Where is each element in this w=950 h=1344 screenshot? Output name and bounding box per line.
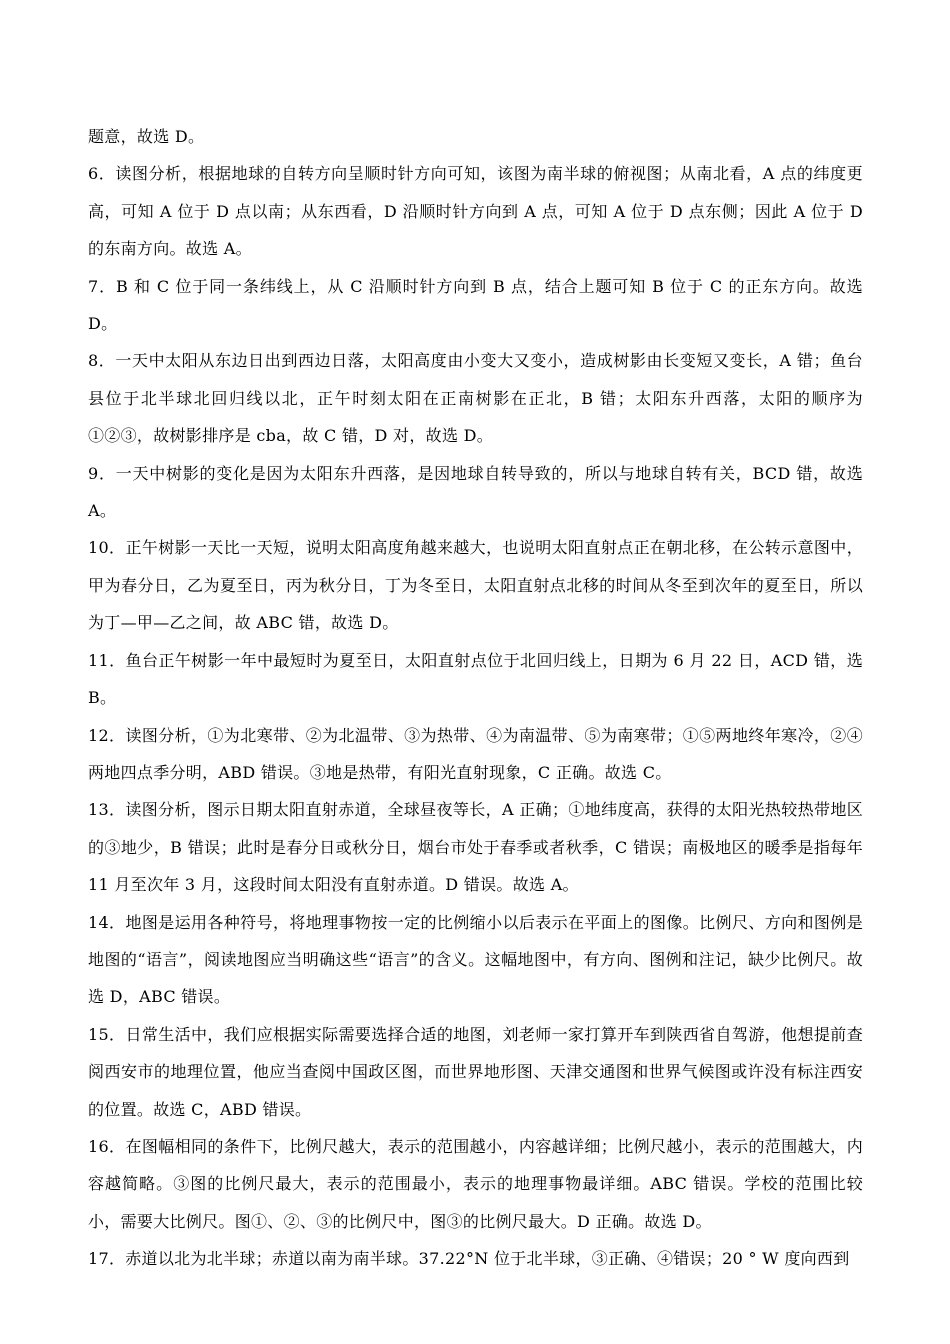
answer-paragraph-17: 17．赤道以北为北半球；赤道以南为南半球。37.22°N 位于北半球，③正确、④错误；20 ° W 度向西到	[88, 1249, 850, 1269]
answer-paragraph-10: 10．正午树影一天比一天短，说明太阳高度角越来越大，也说明太阳直射点正在朝北移，在公转示意图中，甲为春分日，乙为夏至日，丙为秋分日，丁为冬至日，太阳直射点北移的时间从冬至到次年的夏至日，所以为丁—甲—乙之间，故 ABC 错，故选 D。	[88, 538, 863, 633]
answer-paragraph-14: 14．地图是运用各种符号，将地理事物按一定的比例缩小以后表示在平面上的图像。比例尺、方向和图例是地图的“语言”，阅读地图应当明确这些“语言”的含义。这幅地图中，有方向、图例和注记，缺少比例尺。故选 D，ABC 错误。	[88, 912, 863, 1007]
answer-paragraph-6: 6．读图分析，根据地球的自转方向呈顺时针方向可知，该图为南半球的俯视图；从南北看，A 点的纬度更高，可知 A 位于 D 点以南；从东西看，D 沿顺时针方向到 A 点，可知 A 位于 D 点东侧；因此 A 位于 D 的东南方向。故选 A。	[88, 164, 863, 259]
answer-paragraph-9: 9．一天中树影的变化是因为太阳东升西落，是因地球自转导致的，所以与地球自转有关，BCD 错，故选 A。	[88, 463, 863, 521]
answer-paragraph-12: 12．读图分析，①为北寒带、②为北温带、③为热带、④为南温带、⑤为南寒带；①⑤两地终年寒冷，②④两地四点季分明，ABD 错误。③地是热带，有阳光直射现象，C 正确。故选 C。	[88, 725, 863, 782]
answer-paragraph-continuation: 题意，故选 D。	[88, 127, 205, 146]
answer-paragraph-8: 8．一天中太阳从东边日出到西边日落，太阳高度由小变大又变小，造成树影由长变短又变长，A 错；鱼台县位于北半球北回归线以北，正午时刻太阳在正南树影在正北，B 错；太阳东升西落，太阳的顺序为①②③，故树影排序是 cba，故 C 错，D 对，故选 D。	[88, 351, 863, 446]
answer-paragraph-15: 15．日常生活中，我们应根据实际需要选择合适的地图，刘老师一家打算开车到陕西省自驾游，他想提前查阅西安市的地理位置，他应当查阅中国政区图，而世界地形图、天津交通图和世界气候图或许没有标注西安的位置。故选 C，ABD 错误。	[88, 1024, 863, 1119]
document-page	[88, 118, 863, 1278]
answer-paragraph-13: 13．读图分析，图示日期太阳直射赤道，全球昼夜等长，A 正确；①地纬度高，获得的太阳光热较热带地区的③地少，B 错误；此时是春分日或秋分日，烟台市处于春季或者秋季，C 错误；南极地区的暖季是指每年 11 月至次年 3 月，这段时间太阳没有直射赤道。D 错误。故选 A。	[88, 800, 863, 895]
answer-paragraph-7: 7．B 和 C 位于同一条纬线上，从 C 沿顺时针方向到 B 点，结合上题可知 B 位于 C 的正东方向。故选 D。	[88, 276, 863, 334]
answer-paragraph-11: 11．鱼台正午树影一年中最短时为夏至日，太阳直射点位于北回归线上，日期为 6 月 22 日，ACD 错，选 B。	[88, 650, 863, 708]
answer-paragraph-16: 16．在图幅相同的条件下，比例尺越大，表示的范围越小，内容越详细；比例尺越小，表示的范围越大，内容越简略。③图的比例尺最大，表示的范围最小，表示的地理事物最详细。ABC 错误。学校的范围比较小，需要大比例尺。图①、②、③的比例尺中，图③的比例尺最大。D 正确。故选 D。	[88, 1136, 863, 1231]
